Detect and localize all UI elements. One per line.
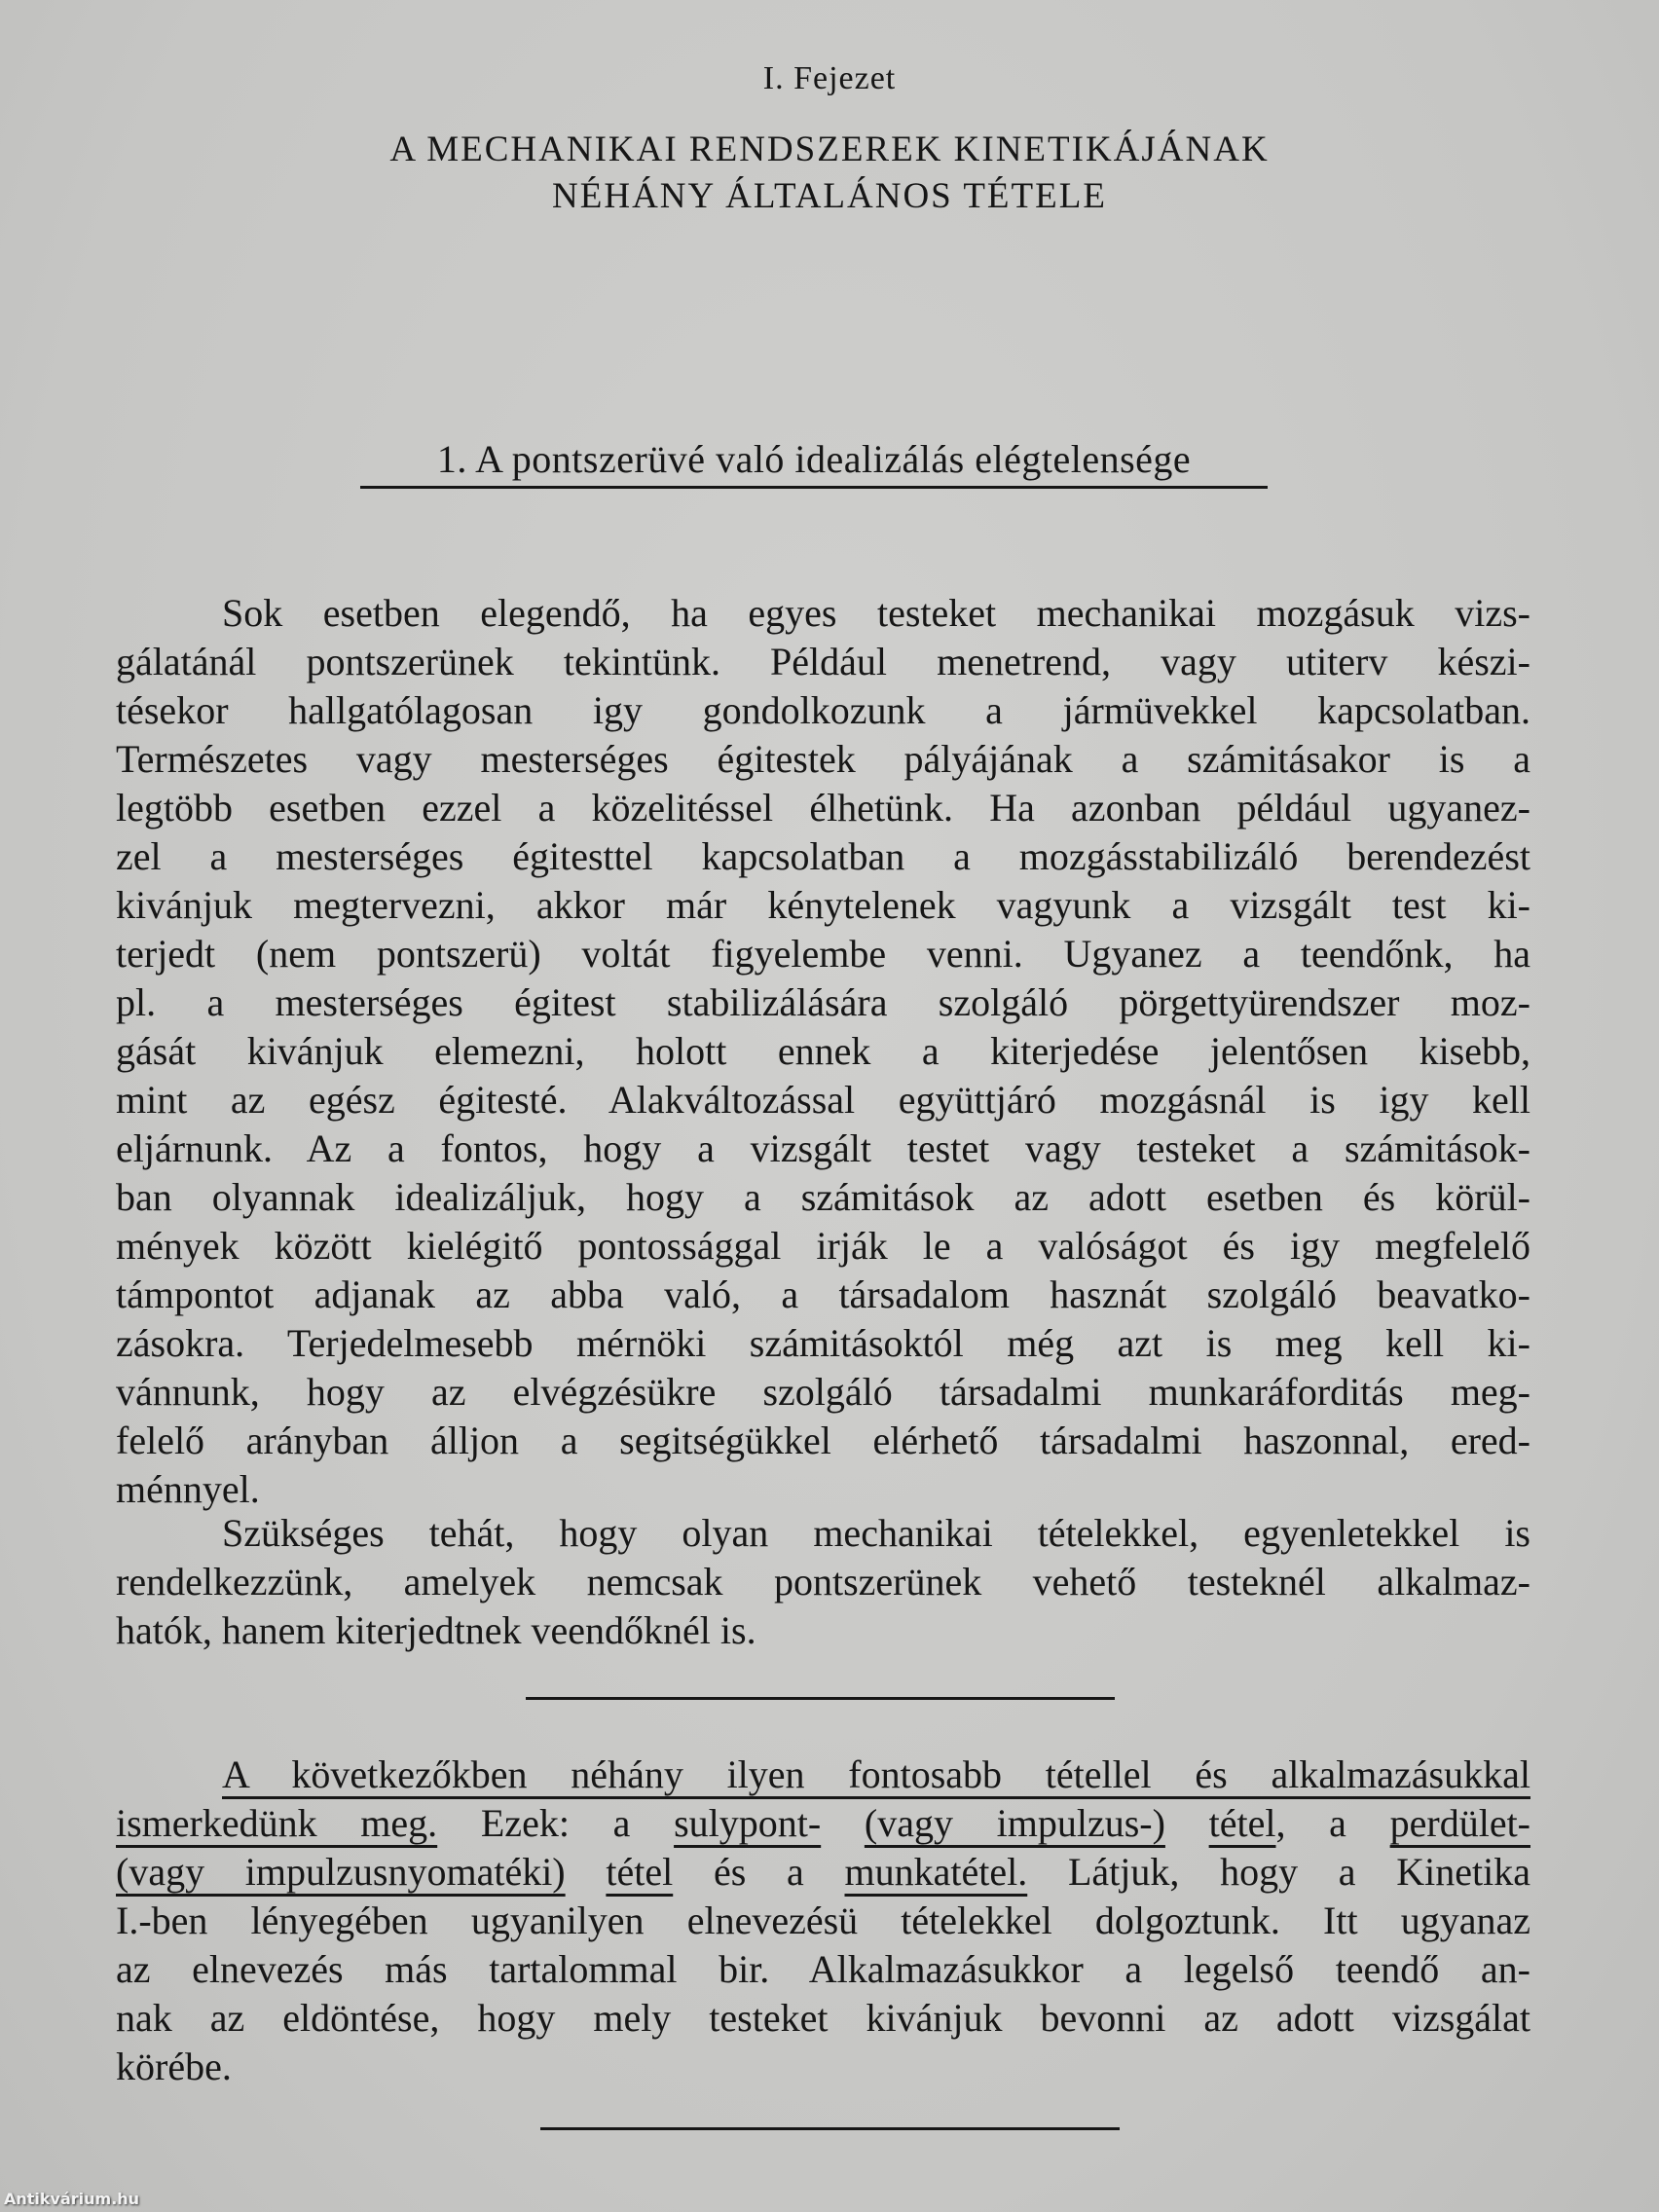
- text-run: [1165, 1801, 1209, 1845]
- text-line: [116, 1945, 1530, 1994]
- text-line: mint az egész égitesté. Alakváltozással együttjáró mozgásnál is igy kell: [116, 1078, 1530, 1122]
- chapter-title-line-2: NÉHÁNY ÁLTALÁNOS TÉTELE: [552, 176, 1107, 216]
- separator-rule: [526, 1697, 1115, 1700]
- text-line: vánnunk, hogy az elvégzésükre szolgáló társadalmi munkaráforditás meg-: [116, 1370, 1530, 1414]
- chapter-label: I. Fejezet: [762, 60, 897, 96]
- text-run: I.-ben lényegében ugyanilyen elnevezésü tételekkel dolgoztunk. Itt ugyanaz: [116, 1899, 1530, 1942]
- chapter-title-line-1: A MECHANIKAI RENDSZEREK KINETIKÁJÁNAK: [389, 129, 1270, 169]
- text-line: kivánjuk megtervezni, akkor már kénytelenek vagyunk a vizsgált test ki-: [116, 883, 1530, 927]
- text-line: mények között kielégitő pontossággal irják le a valóságot és igy megfelelő: [116, 1224, 1530, 1268]
- text-line: [116, 1897, 1530, 1945]
- separator-rule: [540, 2127, 1120, 2130]
- underlined-term: sulypont-: [674, 1801, 822, 1845]
- paragraph-3: [116, 1751, 1530, 2091]
- text-line: gását kivánjuk elemezni, holott ennek a kiterjedése jelentősen kisebb,: [116, 1029, 1530, 1073]
- text-line: ménnyel.: [116, 1467, 260, 1511]
- paragraph-2: [116, 1509, 1530, 1655]
- text-run: Látjuk, hogy a Kinetika: [1027, 1850, 1531, 1894]
- text-line: Szükséges tehát, hogy olyan mechanikai tételekkel, egyenletekkel is: [222, 1511, 1530, 1555]
- underlined-term: perdület-: [1389, 1801, 1530, 1845]
- text-line: legtöbb esetben ezzel a közelitéssel élhetünk. Ha azonban például ugyanez-: [116, 786, 1530, 830]
- underlined-term: A következőkben néhány ilyen fontosabb tétellel és alkalmazásukkal: [222, 1752, 1530, 1796]
- text-line: terjedt (nem pontszerü) voltát figyelembe venni. Ugyanez a teendőnk, ha: [116, 932, 1530, 976]
- underlined-term: tétel: [606, 1850, 674, 1894]
- underlined-term: tétel: [1208, 1801, 1276, 1845]
- paragraph-1: [116, 589, 1530, 1514]
- text-line: [116, 1751, 1530, 1799]
- text-run: körébe.: [116, 2045, 232, 2088]
- underlined-term: ismerkedünk meg.: [116, 1801, 438, 1845]
- text-line: rendelkezzünk, amelyek nemcsak pontszerünek vehető testeknél alkalmaz-: [116, 1560, 1530, 1604]
- text-run: Ezek: a: [437, 1801, 675, 1845]
- watermark-logo: Antikvárium.hu: [4, 2190, 140, 2208]
- text-line: Sok esetben elegendő, ha egyes testeket mechanikai mozgásuk vizs-: [222, 591, 1530, 635]
- text-line: zásokra. Terjedelmesebb mérnöki számitásoktól még azt is meg kell ki-: [116, 1321, 1530, 1365]
- text-line: [116, 1994, 1530, 2043]
- text-line: pl. a mesterséges égitest stabilizálására szolgáló pörgettyürendszer moz-: [116, 980, 1530, 1024]
- text-line: támpontot adjanak az abba való, a társadalom hasznát szolgáló beavatko-: [116, 1272, 1530, 1316]
- text-line: ban olyannak idealizáljuk, hogy a számitások az adott esetben és körül-: [116, 1175, 1530, 1219]
- underlined-term: (vagy impulzusnyomatéki): [116, 1850, 566, 1894]
- text-line: eljárnunk. Az a fontos, hogy a vizsgált testet vagy testeket a számitások-: [116, 1126, 1530, 1170]
- text-run: [566, 1850, 607, 1894]
- text-run: , a: [1275, 1801, 1390, 1845]
- underlined-term: munkatétel.: [844, 1850, 1028, 1894]
- section-heading: 1. A pontszerüvé való idealizálás elégtelensége: [360, 436, 1268, 489]
- text-run: [821, 1801, 865, 1845]
- text-line: tésekor hallgatólagosan igy gondolkozunk a jármüvekkel kapcsolatban.: [116, 688, 1530, 732]
- text-line: [116, 1799, 1530, 1848]
- text-line: gálatánál pontszerünek tekintünk. Például menetrend, vagy utiterv készi-: [116, 640, 1530, 683]
- text-line: zel a mesterséges égitesttel kapcsolatban a mozgásstabilizáló berendezést: [116, 834, 1530, 878]
- underlined-term: (vagy impulzus-): [864, 1801, 1165, 1845]
- text-line: [116, 2043, 1530, 2091]
- text-line: Természetes vagy mesterséges égitestek pályájának a számitásakor is a: [116, 737, 1530, 781]
- text-run: az elnevezés más tartalommal bir. Alkalmazásukkor a legelső teendő an-: [116, 1947, 1530, 1991]
- text-line: felelő arányban álljon a segitségükkel elérhető társadalmi haszonnal, ered-: [116, 1419, 1530, 1462]
- text-run: és a: [673, 1850, 845, 1894]
- text-run: nak az eldöntése, hogy mely testeket kivánjuk bevonni az adott vizsgálat: [116, 1996, 1530, 2040]
- text-line: hatók, hanem kiterjedtnek veendőknél is.: [116, 1608, 756, 1652]
- text-line: [116, 1848, 1530, 1897]
